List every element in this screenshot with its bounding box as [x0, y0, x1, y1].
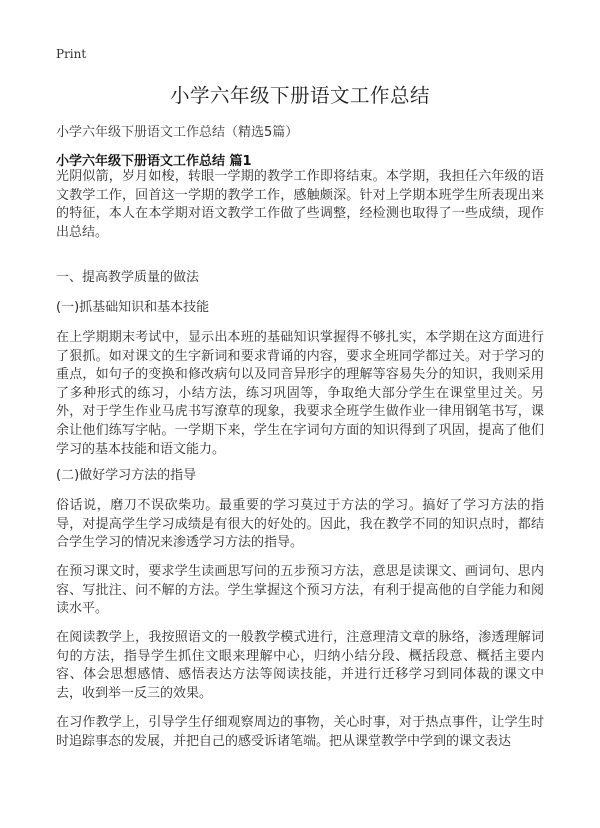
- paragraph-method-3: 在阅读教学上，我按照语文的一般教学模式进行，注意理清文章的脉络，渗透理解词句的方法，指导学生抓住文眼来理解中心，归纳小结分段、概括段意、概括主要内容、体会思想感情、感悟表达方法等阅读技能，并进行迁移学习到同体裁的课文中去，收到举一反三的效果。: [56, 630, 544, 701]
- paragraph-method-1: 俗话说，磨刀不误砍柴功。最重要的学习莫过于方法的学习。搞好了学习方法的指导，对提高学生学习成绩是有很大的好处的。因此，我在教学不同的知识点时，都结合学生学习的情况来渗透学习方法的指导。: [56, 498, 544, 551]
- paragraph-method-2: 在预习课文时，要求学生读画思写问的五步预习方法，意思是读课文、画词句、思内容、写批注、问不解的方法。学生掌握这个预习方法，有利于提高他的自学能力和阅读水平。: [56, 564, 544, 617]
- paragraph-basics: 在上学期期末考试中，显示出本班的基础知识掌握得不够扎实，本学期在这方面进行了狠抓。如对课文的生字新词和要求背诵的内容，要求全班同学都过关。对于学习的重点，如句子的变换和修改病句以及同音异形字的理解等容易失分的知识，我则采用了多种形式的练习，小结方法，练习巩固等，争取绝大部分学生在课堂里过关。另外，对于学生作业马虎书写潦草的现象，我要求全班学生做作业一律用钢笔书写，课余让他们练写字帖。一学期下来，学生在字词句方面的知识得到了巩固，提高了他们学习的基本技能和语文能力。: [56, 330, 544, 457]
- paragraph-method-4: 在习作教学上，引导学生仔细观察周边的事物，关心时事，对于热点事件，让学生时时追踪事态的发展，并把自己的感受诉诸笔端。把从课堂教学中学到的课文表达: [56, 715, 544, 749]
- document-title: 小学六年级下册语文工作总结: [169, 84, 430, 107]
- heading-method: (二)做好学习方法的指导: [56, 468, 197, 483]
- heading-basics: (一)抓基础知识和基本技能: [56, 300, 210, 315]
- paragraph-intro: 光阴似箭，岁月如梭，转眼一学期的教学工作即将结束。本学期，我担任六年级的语文教学工作，回首这一学期的教学工作，感触颇深。针对上学期本班学生所表现出来的特征，本人在本学期对语文教学工作做了些调整，经检测也取得了一些成绩，现作出总结。: [56, 169, 544, 240]
- section-title: 小学六年级下册语文工作总结 篇1: [56, 154, 252, 169]
- heading-improve-quality: 一、提高教学质量的做法: [56, 270, 200, 285]
- print-label[interactable]: Print: [56, 47, 87, 61]
- document-subtitle: 小学六年级下册语文工作总结（精选5篇）: [56, 125, 299, 140]
